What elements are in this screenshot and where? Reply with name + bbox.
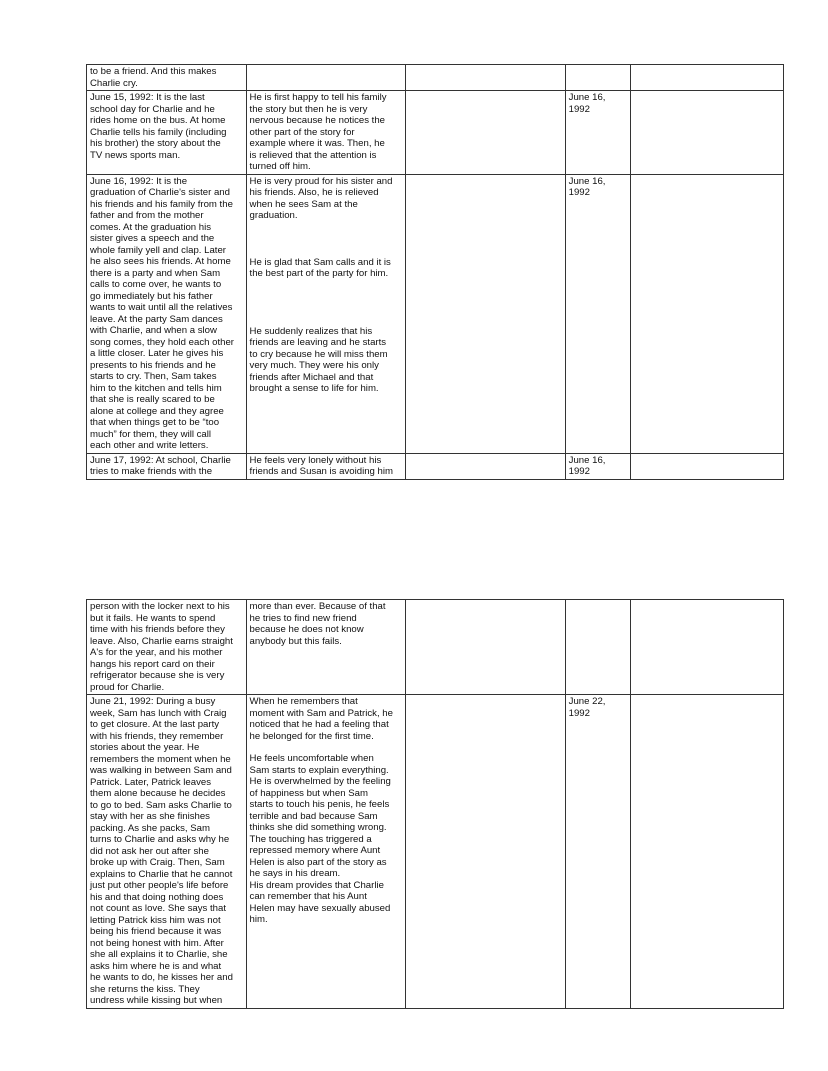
- feelings-cell: [246, 453, 406, 479]
- summary-cell: [87, 600, 247, 695]
- empty-cell: [630, 91, 783, 175]
- date-text: June 16, 1992: [568, 92, 606, 115]
- feelings-cell: [246, 695, 406, 1009]
- empty-cell: [630, 453, 783, 479]
- feelings-text: He is first happy to tell his family the story but then he is very nervous because he notices the other part of the story for example where it was. Then, he is relieved that the attention is turned off him.: [249, 92, 387, 172]
- summary-cell: [87, 174, 247, 453]
- empty-cell: [630, 600, 783, 695]
- empty-cell: [630, 695, 783, 1009]
- date-cell: [565, 174, 630, 453]
- feelings-text: He is glad that Sam calls and it is the best part of the party for him.: [249, 256, 391, 279]
- summary-text: June 15, 1992: It is the last school day for Charlie and he rides home on the bus. At home Charlie tells his family (including his brother) the story about the TV news sports man.: [90, 92, 227, 161]
- feelings-cell: [246, 65, 406, 91]
- summary-cell: [87, 65, 247, 91]
- feelings-text: When he remembers that moment with Sam and Patrick, he noticed that he had a feeling that he belonged for the first time.: [249, 696, 393, 742]
- feelings-text: He feels uncomfortable when Sam starts to explain everything. He is overwhelmed by the feeling of happiness but when Sam starts to touch his penis, he feels terrible and bad because Sam thinks she did something wrong. The touching has triggered a repressed memory where Aunt Helen is also part of the story as he says in his dream. His dream provides that Charlie can remember that his Aunt Helen may have sexually abused him.: [249, 753, 391, 925]
- date-cell: [565, 600, 630, 695]
- summary-cell: [87, 695, 247, 1009]
- empty-cell: [406, 174, 566, 453]
- empty-cell: [406, 600, 566, 695]
- table-bottom: [86, 599, 784, 1009]
- table-row: [87, 65, 784, 91]
- empty-cell: [406, 65, 566, 91]
- summary-text: to be a friend. And this makes Charlie cry.: [90, 66, 217, 89]
- date-text: June 16, 1992: [568, 454, 606, 477]
- feelings-cell: [246, 174, 406, 453]
- table-row: [87, 174, 784, 453]
- summary-text: June 17, 1992: At school, Charlie tries to make friends with the: [90, 454, 231, 477]
- table-row: [87, 695, 784, 1009]
- date-cell: [565, 65, 630, 91]
- empty-cell: [630, 174, 783, 453]
- summary-text: June 21, 1992: During a busy week, Sam has lunch with Craig to get closure. At the last party with his friends, they remember stories about the year. He remembers the moment when he was walking in between Sam and Patrick. Later, Patrick leaves them alone because he decides to go to bed. Sam asks Charlie to stay with her as she finishes packing. As she packs, Sam turns to Charlie and asks why he did not ask her out after she broke up with Craig. Then, Sam explains to Charlie that he cannot just put other people's life before his and that doing nothing does not count as love. She says that letting Patrick kiss him was not being his friend because it was not being honest with him. After she all explains it to Charlie, she asks him where he is and what he wants to do, he kisses her and she returns the kiss. They undress while kissing but when: [90, 696, 233, 1006]
- summary-cell: [87, 453, 247, 479]
- feelings-text: more than ever. Because of that he tries to find new friend because he does not know anybody but this fails.: [249, 601, 386, 647]
- table-row: [87, 600, 784, 695]
- summary-text: person with the locker next to his but it fails. He wants to spend time with his friends before they leave. Also, Charlie earns straight A's for the year, and his mother hangs his report card on their refrigerator because she is very proud for Charlie.: [90, 601, 233, 693]
- feelings-text: He is very proud for his sister and his friends. Also, he is relieved when he sees Sam at the graduation.: [249, 175, 393, 221]
- table-row: [87, 453, 784, 479]
- feelings-text: He suddenly realizes that his friends are leaving and he starts to cry because he will miss them very much. They were his only friends after Michael and that brought a sense to life for him.: [249, 325, 388, 394]
- feelings-text: He feels very lonely without his friends and Susan is avoiding him: [249, 454, 394, 477]
- table-top: [86, 64, 784, 480]
- feelings-cell: [246, 91, 406, 175]
- empty-cell: [630, 65, 783, 91]
- date-cell: [565, 91, 630, 175]
- empty-cell: [406, 453, 566, 479]
- date-cell: [565, 695, 630, 1009]
- date-cell: [565, 453, 630, 479]
- feelings-cell: [246, 600, 406, 695]
- summary-text: June 16, 1992: It is the graduation of Charlie's sister and his friends and his family from the father and from the mother comes. At the graduation his sister gives a speech and the whole family yell and clap. Later he also sees his friends. At home there is a party and when Sam calls to come over, he wants to go immediately but his father wants to wait until all the relatives leave. At the party Sam dances with Charlie, and when a slow song comes, they hold each other a little closer. Later he gives his presents to his friends and he starts to cry. Then, Sam takes him to the kitchen and tells him that she is really scared to be alone at college and they agree that when things get to be “too much” for them, they will call each other and write letters.: [90, 175, 234, 451]
- empty-cell: [406, 91, 566, 175]
- empty-cell: [406, 695, 566, 1009]
- summary-cell: [87, 91, 247, 175]
- table-row: [87, 91, 784, 175]
- date-text: June 16, 1992: [568, 175, 606, 198]
- date-text: June 22, 1992: [568, 696, 606, 719]
